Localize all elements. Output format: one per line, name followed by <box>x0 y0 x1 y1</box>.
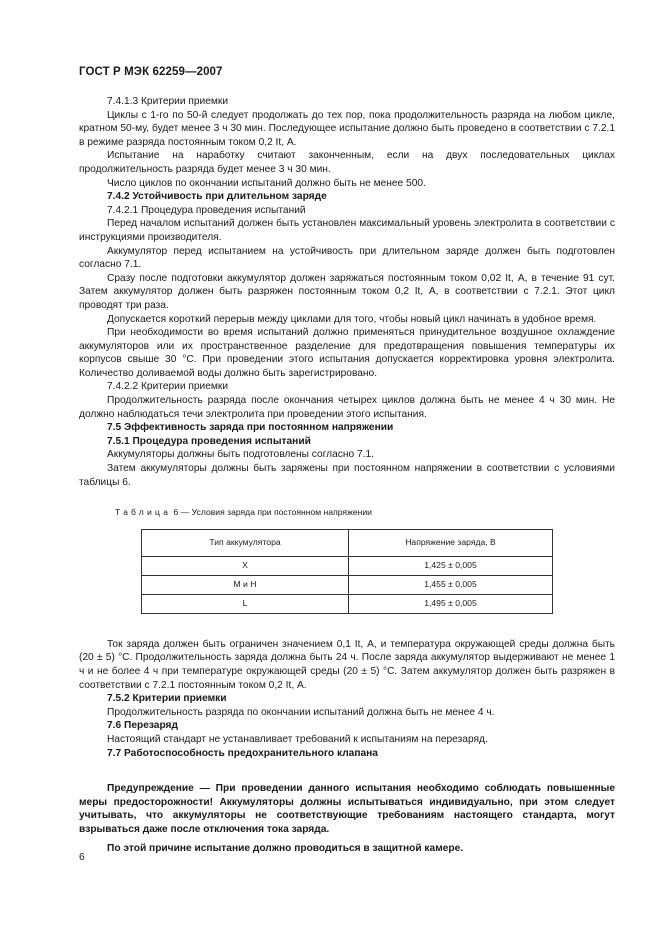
document-header: ГОСТ Р МЭК 62259—2007 <box>79 66 223 78</box>
paragraph: Циклы с 1-го по 50-й следует продолжать до тех пор, пока продолжительность разряда на любом цикле, кратном 50-му, будет менее 3 ч 30 мин. Последующее испытание должно быть проведено в соответствии с 7.2.1 в режиме разряда постоянным током 0,2 It, А. <box>79 109 615 148</box>
paragraph: Затем аккумуляторы должны быть заряжены при постоянном напряжении в соответствии с условиями таблицы 6. <box>79 463 615 488</box>
charge-voltage-table <box>141 529 553 614</box>
table-row <box>142 556 553 575</box>
table-header-row <box>142 529 553 556</box>
table-cell: 1,495 ± 0,005 <box>349 594 553 613</box>
paragraph: Сразу после подготовки аккумулятор должен заряжаться постоянным током 0,02 It, А, в течение 91 сут. Затем аккумулятор должен быть разряжен постоянным током 0,2 It, А, в соответствии с 7.2.1. Этот цикл проводят три раза. <box>79 272 615 311</box>
table-cell: 1,455 ± 0,005 <box>349 575 553 594</box>
table-row <box>142 594 553 613</box>
paragraph: Продолжительность разряда после окончания четырех циклов должна быть не менее 4 ч 30 мин. Не должно наблюдаться течи электролита при проведении этого испытания. <box>79 395 615 420</box>
clause-heading: 7.5.1 Процедура проведения испытаний <box>107 435 311 447</box>
paragraph: При необходимости во время испытаний должно применяться принудительное воздушное охлаждение аккумуляторов или их пространственное разделение для предотвращения повышения температуры их корпусов свыше 30 °С. При проведении этого испытания допускается корректировка уровня электролита. Количество доливаемой воды должно быть зарегистрировано. <box>79 327 615 379</box>
table-caption-text: 6 — Условия заряда при постоянном напряжении <box>173 507 372 518</box>
paragraph: Число циклов по окончании испытаний должно быть не менее 500. <box>107 177 426 189</box>
table-row <box>142 575 553 594</box>
paragraph: Испытание на наработку считают законченным, если на двух последовательных циклах продолжительность разряда будет менее 3 ч 30 мин. <box>79 150 615 175</box>
clause-heading: 7.7 Работоспособность предохранительного клапана <box>107 747 378 759</box>
clause-heading: 7.4.2 Устойчивость при длительном заряде <box>107 191 327 203</box>
paragraph: Продолжительность разряда по окончании испытаний должна быть не менее 4 ч. <box>107 706 495 718</box>
paragraph: Настоящий стандарт не устанавливает требований к испытаниям на перезаряд. <box>107 733 488 745</box>
table-caption-word: Таблица <box>115 507 172 518</box>
paragraph: Ток заряда должен быть ограничен значением 0,1 It, А, и температура окружающей среды должна быть (20 ± 5) °С. Продолжительность заряда должна быть 24 ч. После заряда аккумулятор выдерживают не менее 1 ч и не более 4 ч при температуре окружающей среды (20 ± 5) °С. Затем аккумулятор должен быть разряжен в соответствии с 7.2.1 постоянным током 0,2 It, А. <box>79 638 615 691</box>
subclause-heading: 7.4.1.3 Критерии приемки <box>107 96 229 107</box>
document-body <box>79 95 615 855</box>
warning-note: По этой причине испытание должно проводиться в защитной камере. <box>107 842 464 854</box>
subclause-heading: 7.4.2.1 Процедура проведения испытаний <box>107 204 306 216</box>
paragraph: Аккумулятор перед испытанием на устойчивость при длительном заряде должен быть подготовлен согласно 7.1. <box>79 245 615 271</box>
clause-heading: 7.5 Эффективность заряда при постоянном напряжении <box>107 422 394 434</box>
table-cell: L <box>142 594 349 613</box>
table-cell: 1,425 ± 0,005 <box>349 556 553 575</box>
table-caption <box>115 506 615 520</box>
clause-heading: 7.5.2 Критерии приемки <box>107 693 227 705</box>
clause-heading: 7.6 Перезаряд <box>107 720 178 732</box>
warning-paragraph: Предупреждение — При проведении данного испытания необходимо соблюдать повышенные меры предосторожности! Аккумуляторы должны испытываться индивидуально, при этом следует учитывать, что аккумуляторы не соответствующие требованиям настоящего стандарта, могут взрываться даже после отключения тока заряда. <box>79 783 615 835</box>
paragraph: Допускается короткий перерыв между циклами для того, чтобы новый цикл начинать в удобное время. <box>107 313 597 325</box>
subclause-heading: 7.4.2.2 Критерии приемки <box>107 381 229 393</box>
paragraph: Перед началом испытаний должен быть установлен максимальный уровень электролита в соответствии с инструкциями производителя. <box>79 218 615 243</box>
table-cell: X <box>142 556 349 575</box>
page-number: 6 <box>79 852 85 863</box>
table-header-cell: Напряжение заряда, В <box>349 529 553 556</box>
table-cell: М и Н <box>142 575 349 594</box>
paragraph: Аккумуляторы должны быть подготовлены согласно 7.1. <box>107 449 374 461</box>
table-header-cell: Тип аккумулятора <box>142 529 349 556</box>
